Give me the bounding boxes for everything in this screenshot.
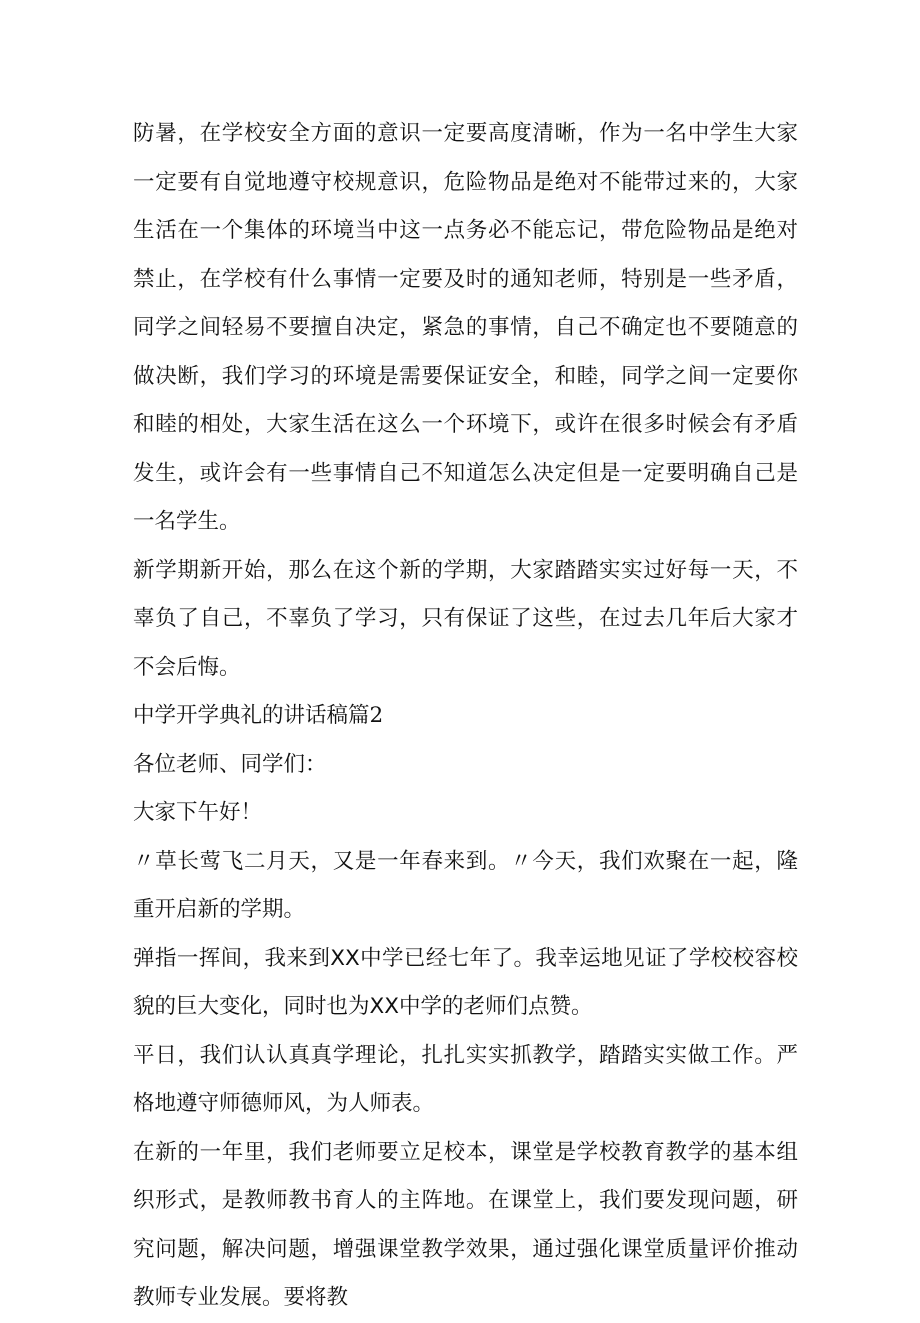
- greeting: 大家下午好！: [133, 800, 263, 825]
- paragraph-new-semester: 新学期新开始，那么在这个新的学期，大家踏踏实实过好每一天，不辜负了自己，不辜负了学习，只有保证了这些，在过去几年后大家才不会后悔。: [133, 557, 798, 680]
- document-body: [133, 110, 798, 1323]
- section-heading: 中学开学典礼的讲话稿篇2: [133, 703, 384, 728]
- paragraph-daily-work: 平日，我们认认真真学理论，扎扎实实抓教学，踏踏实实做工作。严格地遵守师德师风，为人师表。: [133, 1042, 798, 1116]
- paragraph-opening: 〃草长莺飞二月天，又是一年春来到。〃今天，我们欢聚在一起，隆重开启新的学期。: [133, 848, 798, 922]
- salutation: 各位老师、同学们：: [133, 751, 327, 777]
- paragraph-new-year: 在新的一年里，我们老师要立足校本，课堂是学校教育教学的基本组织形式，是教师教书育人的主阵地。在课堂上，我们要发现问题，研究问题，解决问题，增强课堂教学效果，通过强化课堂质量评价推动教师专业发展。要将教: [133, 1139, 798, 1310]
- paragraph-safety: 防暑，在学校安全方面的意识一定要高度清晰，作为一名中学生大家一定要有自觉地遵守校规意识，危险物品是绝对不能带过来的，大家生活在一个集体的环境当中这一点务必不能忘记，带危险物品是绝对禁止，在学校有什么事情一定要及时的通知老师，特别是一些矛盾，同学之间轻易不要擅自决定，紧急的事情，自己不确定也不要随意的做决断，我们学习的环境是需要保证安全，和睦，同学之间一定要你和睦的相处，大家生活在这么一个环境下，或许在很多时候会有矛盾发生，或许会有一些事情自己不知道怎么决定但是一定要明确自己是一名学生。: [133, 121, 798, 534]
- paragraph-seven-years: 弹指一挥间，我来到XX中学已经七年了。我幸运地见证了学校校容校貌的巨大变化，同时也为XX中学的老师们点赞。: [133, 945, 798, 1019]
